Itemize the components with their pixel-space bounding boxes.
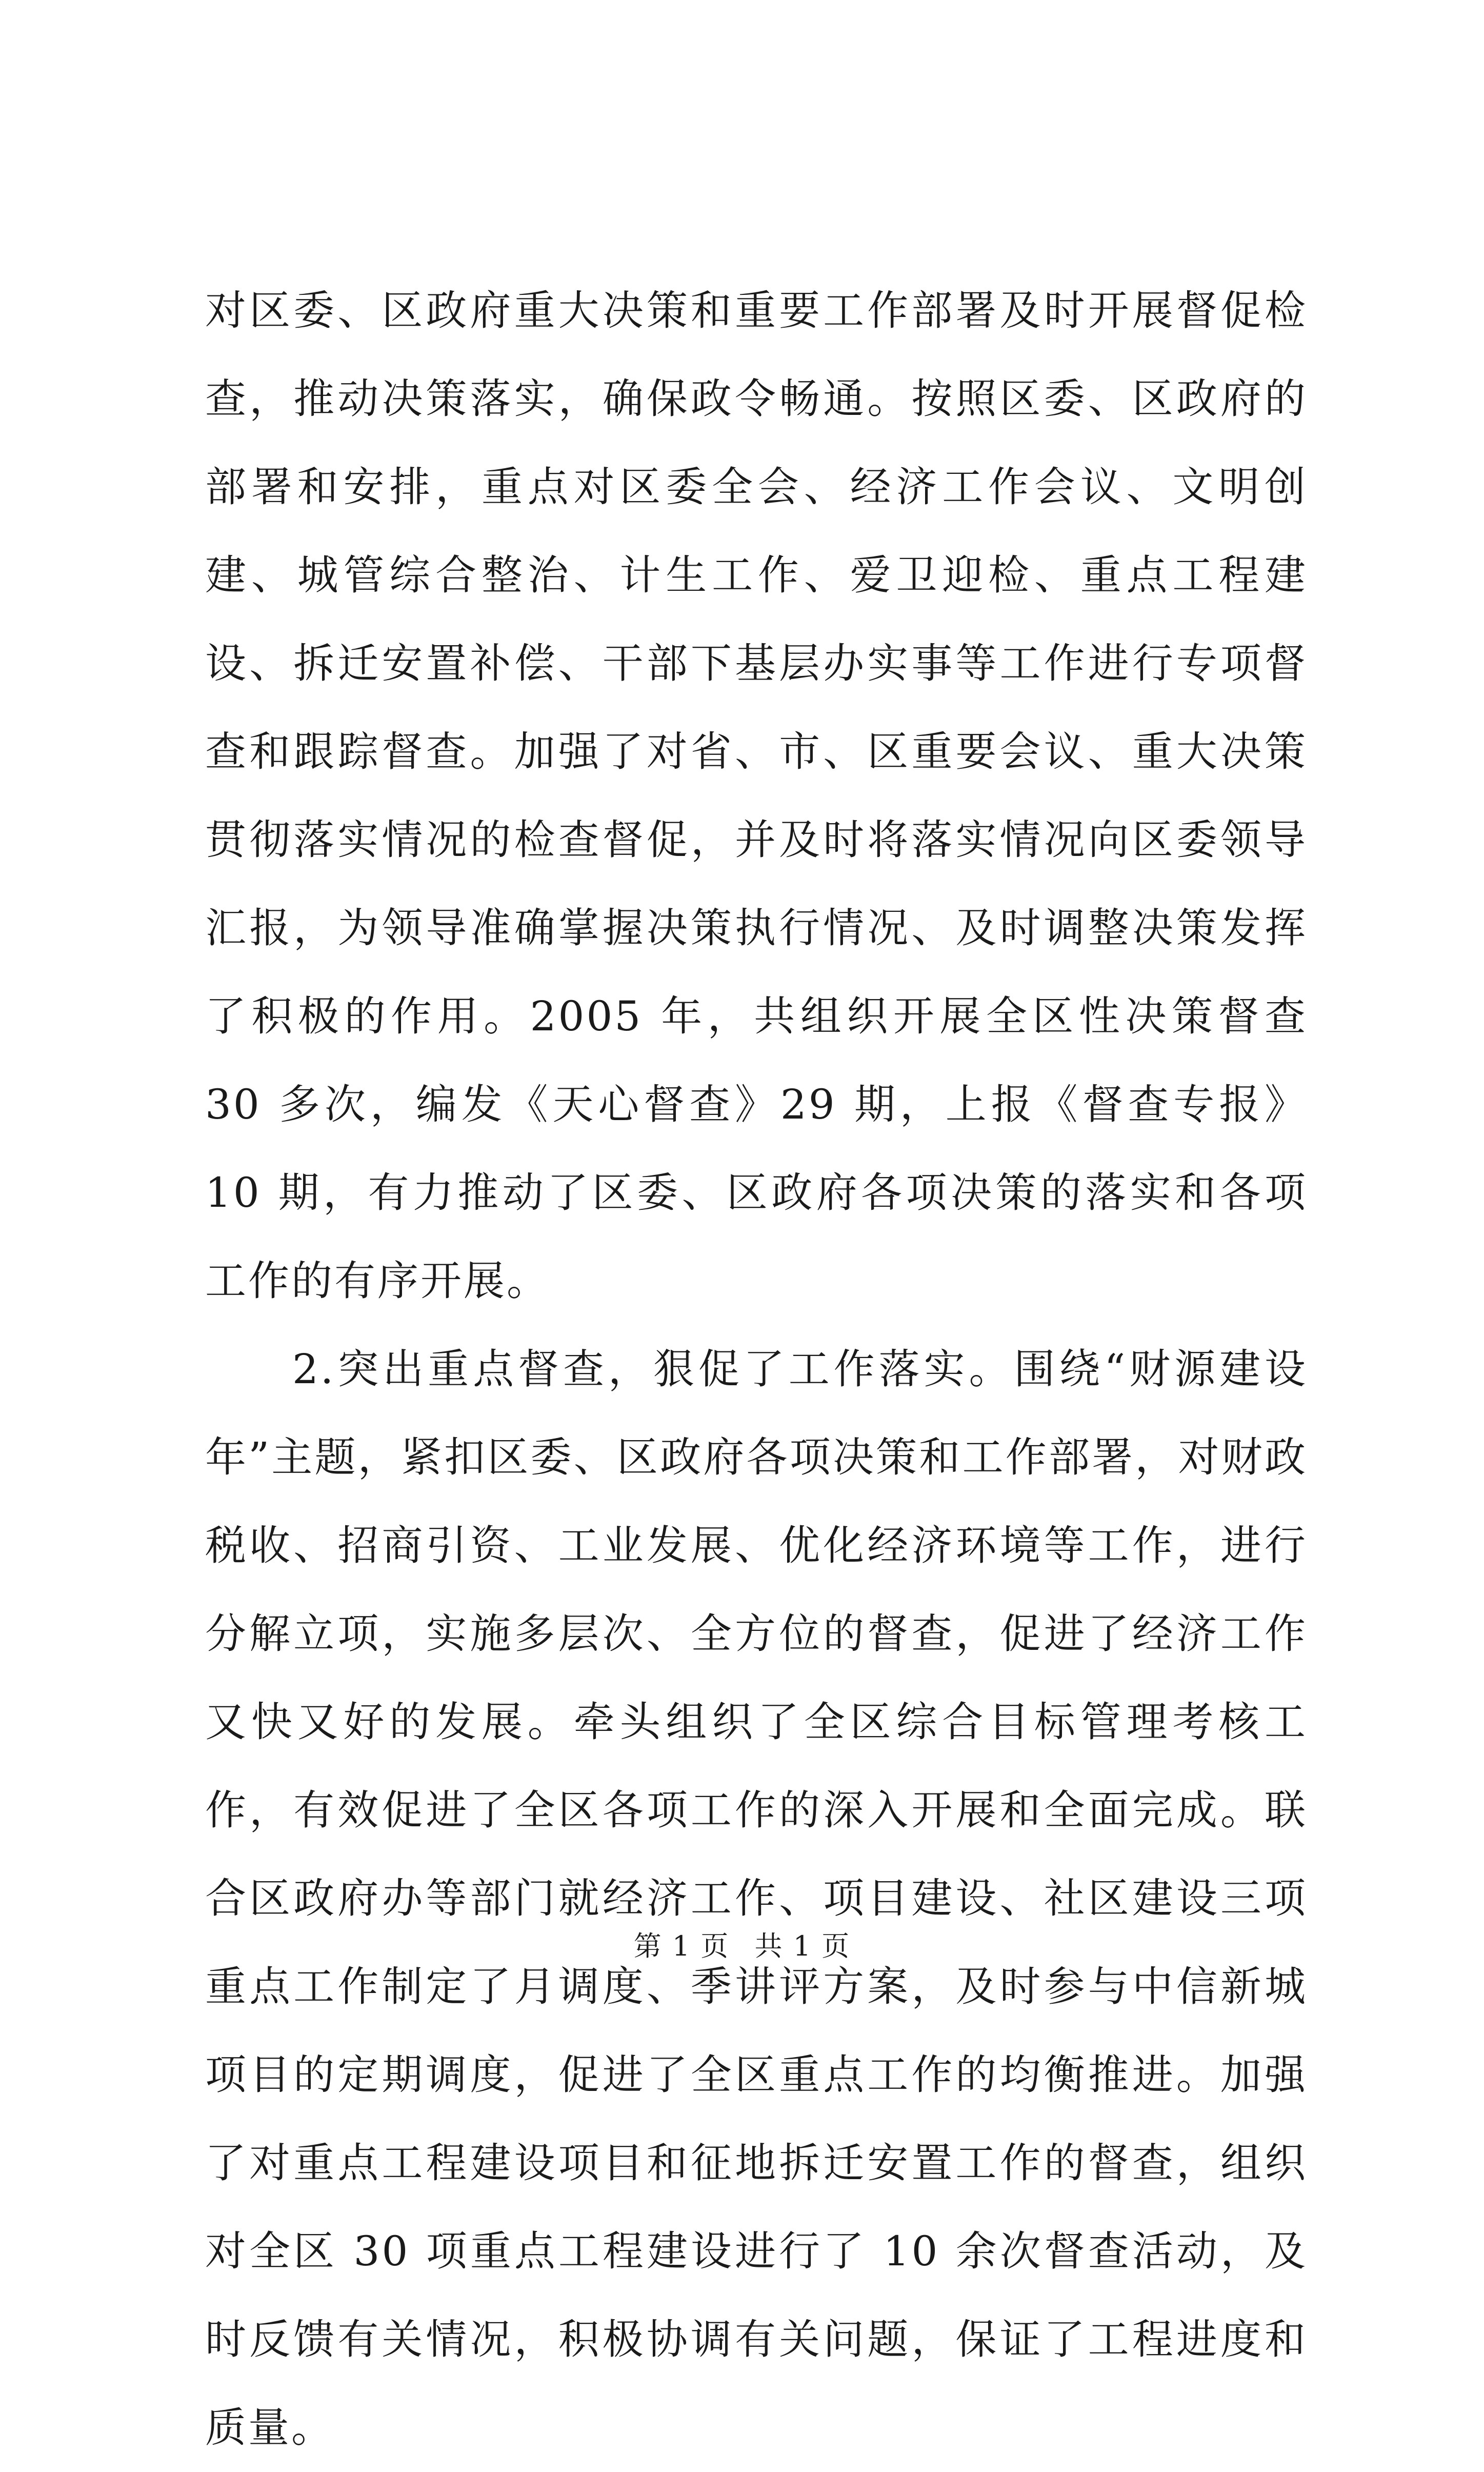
page-total: 共 1 页	[754, 1930, 851, 1962]
paragraph-continued: 对区委、区政府重大决策和重要工作部署及时开展督促检查，推动决策落实，确保政令畅通。按照区委、区政府的部署和安排，重点对区委全会、经济工作会议、文明创建、城管综合整治、计生工作、爱卫迎检、重点工程建设、拆迁安置补偿、干部下基层办实事等工作进行专项督查和跟踪督查。加强了对省、市、区重要会议、重大决策贯彻落实情况的检查督促，并及时将落实情况向区委领导汇报，为领导准确掌握决策执行情况、及时调整决策发挥了积极的作用。2005 年，共组织开展全区性决策督查 30 多次，编发《天心督查》29 期，上报《督查专报》10 期，有力推动了区委、区政府各项决策的落实和各项工作的有序开展。	[205, 287, 1308, 1305]
page-number: 第 1 页	[633, 1930, 730, 1962]
paragraph-item-2: 2.突出重点督查，狠促了工作落实。围绕“财源建设年”主题，紧扣区委、区政府各项决策和工作部署，对财政税收、招商引资、工业发展、优化经济环境等工作，进行分解立项，实施多层次、全方位的督查，促进了经济工作又快又好的发展。牵头组织了全区综合目标管理考核工作，有效促进了全区各项工作的深入开展和全面完成。联合区政府办等部门就经济工作、项目建设、社区建设三项重点工作制定了月调度、季讲评方案，及时参与中信新城项目的定期调度，促进了全区重点工作的均衡推进。加强了对重点工程建设项目和征地拆迁安置工作的督查，组织对全区 30 项重点工程建设进行了 10 余次督查活动，及时反馈有关情况，积极协调有关问题，保证了工程进度和质量。	[205, 1345, 1308, 2451]
document-body	[205, 267, 1308, 2472]
page-footer	[0, 1928, 1484, 1964]
